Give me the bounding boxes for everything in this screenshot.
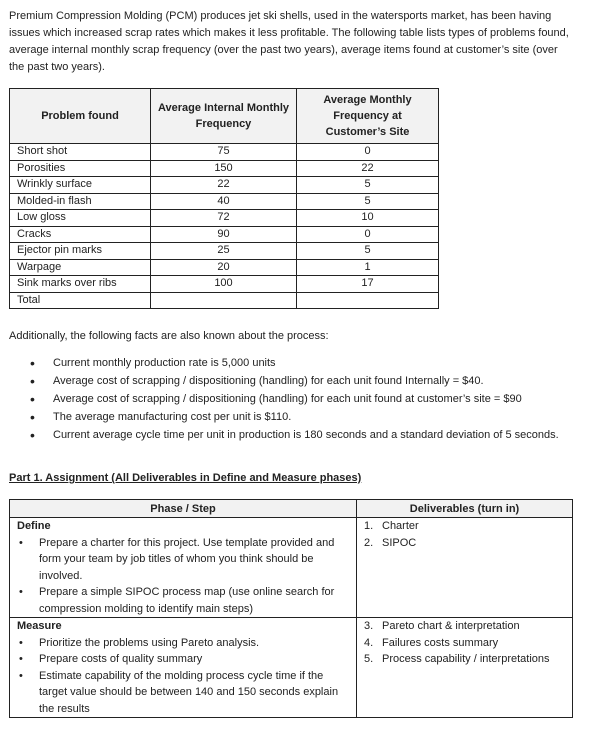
phase-steps-cell xyxy=(10,518,357,618)
phase-row xyxy=(10,518,573,618)
problem-name: Short shot xyxy=(10,144,151,161)
phase-row xyxy=(10,618,573,718)
header-customer: Average Monthly Frequency at Customer’s Site xyxy=(297,89,439,144)
problem-name: Warpage xyxy=(10,259,151,276)
deliverable-text: Process capability / interpretations xyxy=(382,653,550,665)
deliverables-list xyxy=(364,518,565,551)
table-row xyxy=(10,292,439,309)
deliverable-number: 4. xyxy=(364,636,374,649)
frequency-cell: 5 xyxy=(297,243,439,260)
header-internal: Average Internal Monthly Frequency xyxy=(151,89,297,144)
deliverable-text: SIPOC xyxy=(382,536,417,549)
deliverable-text: Pareto chart & interpretation xyxy=(382,620,520,632)
frequency-cell: 150 xyxy=(151,160,297,177)
fact-item: • The average manufacturing cost per unit is $110. xyxy=(30,408,575,426)
frequency-cell: 25 xyxy=(151,243,297,260)
step-item: • Estimate capability of the molding process cycle time if the target value should be between 140 and 150 seconds explain the results xyxy=(17,668,349,718)
table-row xyxy=(10,276,439,293)
steps-list xyxy=(17,635,349,718)
frequency-cell: 0 xyxy=(297,144,439,161)
phase-name: Measure xyxy=(17,620,62,632)
deliverable-text: Charter xyxy=(382,520,419,532)
fact-item: • Current average cycle time per unit in production is 180 seconds and a standard deviation of 5 seconds. xyxy=(30,426,575,444)
table-row xyxy=(10,144,439,161)
problems-table xyxy=(9,88,439,309)
deliverables-list xyxy=(364,618,565,668)
deliverable-item xyxy=(364,651,565,668)
problem-name: Porosities xyxy=(10,160,151,177)
frequency-cell: 0 xyxy=(297,226,439,243)
step-item: • Prepare costs of quality summary xyxy=(17,651,349,668)
frequency-cell: 90 xyxy=(151,226,297,243)
frequency-cell: 22 xyxy=(151,177,297,194)
table-header-row xyxy=(10,500,573,518)
problem-name: Wrinkly surface xyxy=(10,177,151,194)
assignment-table xyxy=(9,499,573,718)
intro-paragraph: Premium Compression Molding (PCM) produces jet ski shells, used in the watersports market, has been having issues which increased scrap rates which makes it less profitable. The following table lists types of problems found, average internal monthly scrap frequency (over the past two years), average items found at customer’s site (over the past two years). xyxy=(9,10,569,73)
frequency-cell: 1 xyxy=(297,259,439,276)
frequency-cell xyxy=(151,292,297,309)
table-row xyxy=(10,210,439,227)
table-row xyxy=(10,177,439,194)
table-row xyxy=(10,226,439,243)
phase-steps-cell xyxy=(10,618,357,718)
facts-intro: Additionally, the following facts are also known about the process: xyxy=(9,330,329,342)
table-row xyxy=(10,243,439,260)
deliverable-item xyxy=(364,618,565,635)
table-row xyxy=(10,259,439,276)
fact-item: • Current monthly production rate is 5,000 units xyxy=(30,354,575,372)
problem-name: Molded-in flash xyxy=(10,193,151,210)
header-phase: Phase / Step xyxy=(10,500,357,518)
steps-list xyxy=(17,535,349,618)
deliverable-number: 2. xyxy=(364,536,374,549)
problem-name: Cracks xyxy=(10,226,151,243)
deliverable-item xyxy=(364,535,565,552)
header-deliverables: Deliverables (turn in) xyxy=(357,500,573,518)
header-problem: Problem found xyxy=(10,89,151,144)
frequency-cell: 22 xyxy=(297,160,439,177)
step-item: • Prioritize the problems using Pareto analysis. xyxy=(17,635,349,652)
table-row xyxy=(10,193,439,210)
table-row xyxy=(10,160,439,177)
deliverable-number: 5. xyxy=(364,653,374,665)
deliverable-number: 1. xyxy=(364,520,374,532)
frequency-cell: 72 xyxy=(151,210,297,227)
deliverable-item xyxy=(364,518,565,535)
problem-name: Sink marks over ribs xyxy=(10,276,151,293)
fact-item: • Average cost of scrapping / dispositioning (handling) for each unit found at customer’s site = $90 xyxy=(30,390,575,408)
frequency-cell: 75 xyxy=(151,144,297,161)
deliverables-cell xyxy=(357,618,573,718)
frequency-cell: 20 xyxy=(151,259,297,276)
frequency-cell: 10 xyxy=(297,210,439,227)
frequency-cell: 17 xyxy=(297,276,439,293)
step-item: • Prepare a charter for this project. Use template provided and form your team by job titles of whom you think should be involved. xyxy=(17,535,349,585)
deliverable-text: Failures costs summary xyxy=(382,636,499,649)
deliverable-number: 3. xyxy=(364,620,374,632)
frequency-cell: 5 xyxy=(297,177,439,194)
frequency-cell: 100 xyxy=(151,276,297,293)
phase-name: Define xyxy=(17,520,51,532)
assignment-heading: Part 1. Assignment (All Deliverables in Define and Measure phases) xyxy=(9,472,362,484)
fact-item: • Average cost of scrapping / dispositioning (handling) for each unit found Internally = $40. xyxy=(30,372,575,390)
table-header-row xyxy=(10,89,439,144)
deliverables-cell xyxy=(357,518,573,618)
problem-name: Total xyxy=(10,292,151,309)
step-item: • Prepare a simple SIPOC process map (use online search for compression molding to identify main steps) xyxy=(17,584,349,617)
frequency-cell xyxy=(297,292,439,309)
deliverable-item xyxy=(364,635,565,652)
facts-list xyxy=(30,354,575,444)
problem-name: Low gloss xyxy=(10,210,151,227)
problem-name: Ejector pin marks xyxy=(10,243,151,260)
frequency-cell: 5 xyxy=(297,193,439,210)
frequency-cell: 40 xyxy=(151,193,297,210)
